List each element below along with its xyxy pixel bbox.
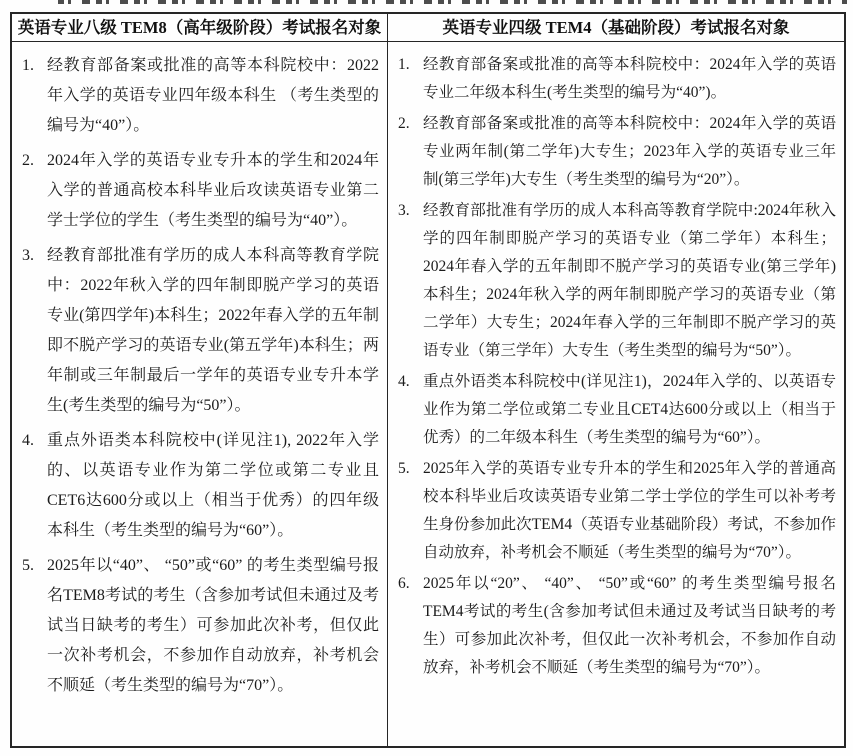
list-item-text: 经教育部备案或批准的高等本科院校中：2024年入学的英语专业二年级本科生(考生类型的编号为“40”)。 (423, 56, 836, 101)
tem4-registration-list (396, 51, 836, 682)
list-item-number: 2. (22, 152, 34, 169)
list-item-text: 重点外语类本科院校中(详见注1), 2022年入学的、以英语专业作为第二学位或第二专业且CET6达600分或以上（相当于优秀）的四年级本科生（考生类型的编号为“60”）。 (47, 432, 379, 539)
list-item-text: 2025年入学的英语专业专升本的学生和2025年入学的普通高校本科毕业后攻读英语专业第二学士学位的学生可以补考考生身份参加此次TEM4（英语专业基础阶段）考试，不参加作自动放弃，补考机会不顺延（考生类型的编号为“70”）。 (423, 460, 836, 561)
tem8-column-cell (12, 42, 388, 746)
list-item (20, 146, 379, 236)
clipped-text-fragment (58, 0, 847, 4)
list-item-number: 3. (398, 202, 410, 219)
list-item-text: 重点外语类本科院校中(详见注1)，2024年入学的、以英语专业作为第二学位或第二专业且CET4达600分或以上（相当于优秀）的二年级本科生（考生类型的编号为“60”）。 (423, 373, 836, 446)
list-item-number: 6. (398, 575, 410, 592)
list-item-text: 经教育部备案或批准的高等本科院校中：2022年入学的英语专业四年级本科生 （考生类型的编号为“40”）。 (47, 57, 379, 134)
list-item (396, 51, 836, 107)
tem8-column-header: 英语专业八级 TEM8（高年级阶段）考试报名对象 (12, 14, 388, 42)
tem4-column-cell (388, 42, 844, 746)
tem8-registration-list (20, 51, 379, 701)
list-item-text: 经教育部批准有学历的成人本科高等教育学院中：2022年秋入学的四年制即脱产学习的英语专业(第四学年)本科生；2022年春入学的五年制即不脱产学习的英语专业(第五学年)本科生；两年制或三年制最后一学年的英语专业专升本学生(考生类型的编号为“50”）。 (47, 247, 379, 414)
list-item (396, 570, 836, 682)
list-item (20, 51, 379, 141)
list-item-number: 2. (398, 115, 410, 132)
list-item-number: 4. (398, 373, 410, 390)
list-item-text: 经教育部备案或批准的高等本科院校中：2024年入学的英语专业两年制(第二学年)大专生；2023年入学的英语专业三年制(第三学年)大专生（考生类型的编号为“20”）。 (423, 115, 836, 188)
list-item-number: 3. (22, 247, 34, 264)
list-item (20, 241, 379, 421)
list-item (396, 110, 836, 194)
list-item (396, 455, 836, 567)
list-item (20, 551, 379, 701)
list-item (396, 197, 836, 365)
list-item-number: 5. (22, 557, 34, 574)
list-item-number: 4. (22, 432, 34, 449)
list-item-number: 5. (398, 460, 410, 477)
list-item (396, 368, 836, 452)
list-item-number: 1. (398, 56, 410, 73)
list-item-number: 1. (22, 57, 34, 74)
list-item-text: 2024年入学的英语专业专升本的学生和2024年入学的普通高校本科毕业后攻读英语专业第二学士学位的学生（考生类型的编号为“40”）。 (47, 152, 379, 229)
list-item-text: 2025年以“20”、 “40”、 “50”或“60” 的考生类型编号报名TEM4考试的考生(含参加考试但未通过及考试当日缺考的考生）可参加此次补考，但仅此一次补考机会，不参加作自动放弃，补考机会不顺延（考生类型的编号为“70”）。 (423, 575, 836, 676)
list-item-text: 经教育部批准有学历的成人本科高等教育学院中:2024年秋入学的四年制即脱产学习的英语专业（第二学年）本科生；2024年春入学的五年制即不脱产学习的英语专业(第三学年)本科生；2024年秋入学的两年制即脱产学习的英语专业（第二学年）大专生；2024年春入学的三年制即不脱产学习的英语专业（第三学年）大专生（考生类型的编号为“50”）。 (423, 202, 836, 359)
list-item (20, 426, 379, 546)
exam-registration-table (10, 12, 846, 748)
tem4-column-header: 英语专业四级 TEM4（基础阶段）考试报名对象 (388, 14, 844, 42)
list-item-text: 2025年以“40”、 “50”或“60” 的考生类型编号报名TEM8考试的考生（含参加考试但未通过及考试当日缺考的考生）可参加此次补考，但仅此一次补考机会，不参加作自动放弃，补考机会不顺延（考生类型的编号为“70”）。 (47, 557, 379, 694)
